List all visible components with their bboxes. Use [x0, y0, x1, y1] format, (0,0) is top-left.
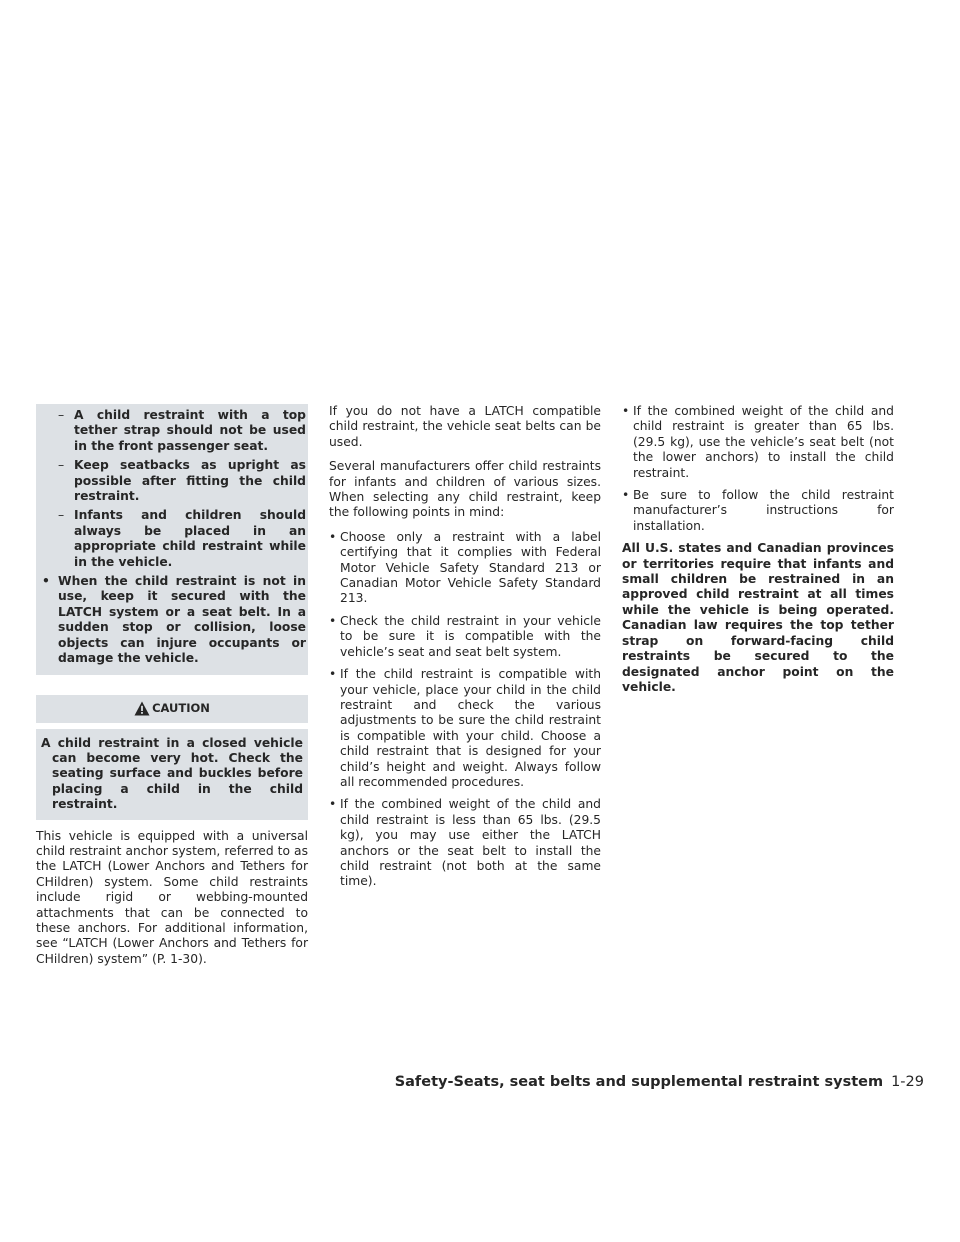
dash-mark: –: [58, 408, 65, 422]
list-item: [329, 614, 601, 660]
warning-text: Infants and children should always be placed in an appropriate child restraint while in the vehicle.: [74, 508, 306, 569]
caution-label: CAUTION: [152, 700, 210, 715]
caution-header: [36, 695, 308, 723]
warning-dot-item: [36, 574, 308, 666]
dot-mark: •: [42, 574, 50, 589]
right-column: [622, 404, 894, 695]
list-item-text: Be sure to follow the child restraint manufacturer’s instructions for installation.: [633, 488, 894, 533]
warning-dash-item: [36, 408, 308, 454]
list-item-text: If the child restraint is compatible with your vehicle, place your child in the child restraint and check the various adjustments to be sure the child restraint is compatible with your child. Choose a child restraint that is designed for your child’s height and weight. Always follow all recommended procedures.: [340, 667, 601, 789]
list-item-text: Choose only a restraint with a label certifying that it complies with Federal Motor Vehicle Safety Standard 213 or Canadian Motor Vehicle Safety Standard 213.: [340, 529, 601, 606]
section-title: Safety-Seats, seat belts and supplemental restraint system: [394, 1074, 884, 1090]
bullet-mark: •: [622, 488, 630, 503]
bullet-mark: •: [329, 613, 337, 628]
warning-dash-item: [36, 508, 308, 570]
list-item: [622, 404, 894, 481]
caution-body: [36, 729, 308, 820]
list-item-text: Check the child restraint in your vehicle to be sure it is compatible with the vehicle’s seat and seat belt system.: [340, 613, 601, 659]
dash-mark: –: [58, 458, 65, 473]
warning-triangle-icon: [134, 701, 150, 716]
warning-text: A child restraint with a top tether strap should not be used in the front passenger seat.: [74, 408, 306, 453]
list-item-text: If the combined weight of the child and child restraint is less than 65 lbs. (29.5 kg), you may use either the LATCH anchors or the seat belt to install the child restraint (not both at the same time).: [340, 797, 601, 889]
caution-text: A child restraint in a closed vehicle can become very hot. Check the seating surface and buckles before placing a child in the child restraint.: [41, 735, 303, 812]
warning-text: Keep seatbacks as upright as possible after fitting the child restraint.: [74, 458, 306, 504]
paragraph: If you do not have a LATCH compatible child restraint, the vehicle seat belts can be used.: [329, 404, 601, 449]
paragraph: Several manufacturers offer child restraints for infants and children of various sizes. When selecting any child restraint, keep the following points in mind:: [329, 459, 601, 520]
list-item-text: If the combined weight of the child and child restraint is greater than 65 lbs. (29.5 kg), use the vehicle’s seat belt (not the lower anchors) to install the child restraint.: [633, 404, 894, 480]
latch-intro-paragraph: This vehicle is equipped with a universal child restraint anchor system, referred to as the LATCH (Lower Anchors and Tethers for CHildren) system. Some child restraints include rigid or webbing-mounted attachments that can be connected to these anchors. For additional information, see “LATCH (Lower Anchors and Tethers for CHildren) system” (P. 1-30).: [36, 828, 308, 966]
page-footer: [395, 1074, 924, 1090]
bullet-mark: •: [329, 797, 337, 812]
list-item: [329, 797, 601, 889]
warning-dash-item: [36, 458, 308, 504]
bullet-mark: •: [329, 667, 337, 682]
bullet-mark: •: [329, 529, 337, 544]
list-item: [622, 488, 894, 534]
list-item: [329, 530, 601, 607]
warning-box: [36, 404, 308, 675]
dash-mark: –: [58, 508, 65, 523]
page-number: 1-29: [891, 1074, 924, 1090]
list-item: [329, 667, 601, 790]
middle-column: [329, 404, 601, 897]
bullet-mark: •: [622, 404, 630, 418]
legal-requirement-paragraph: All U.S. states and Canadian provinces or territories require that infants and small children be restrained in an approved child restraint at all times while the vehicle is being operated. Canadian law requires the top tether strap on forward-facing child restraints be secured to the designated anchor point on the vehicle.: [622, 541, 894, 694]
warning-text: When the child restraint is not in use, keep it secured with the LATCH system or a seat belt. In a sudden stop or collision, loose objects can injure occupants or damage the vehicle.: [58, 574, 306, 666]
left-column: [36, 404, 308, 976]
